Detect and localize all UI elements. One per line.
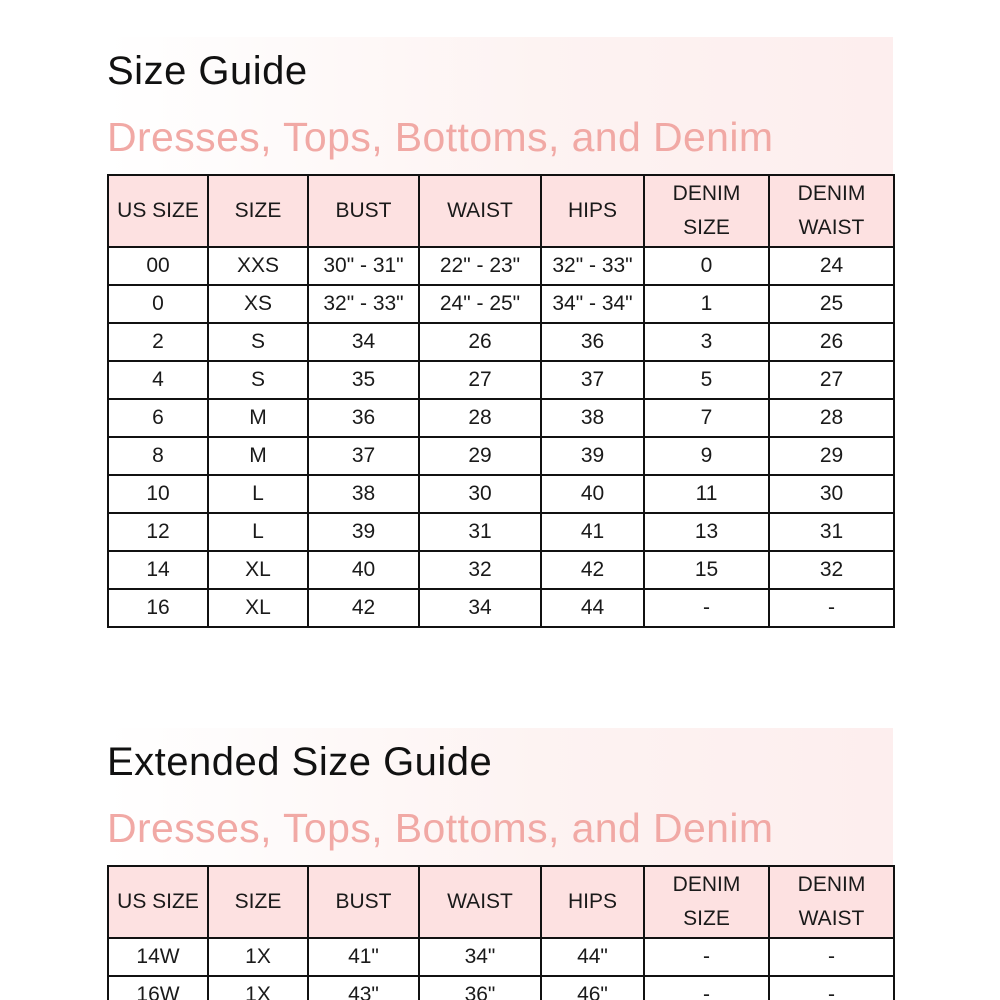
header-bust: BUST xyxy=(308,175,419,247)
cell-hips: 44 xyxy=(541,589,644,627)
table-row xyxy=(108,976,894,1000)
cell-hips: 44" xyxy=(541,938,644,976)
cell-us-size: 2 xyxy=(108,323,208,361)
cell-waist: 30 xyxy=(419,475,541,513)
table-row xyxy=(108,589,894,627)
extended-size-guide-section xyxy=(107,728,893,1000)
cell-bust: 36 xyxy=(308,399,419,437)
cell-waist: 31 xyxy=(419,513,541,551)
table-row xyxy=(108,247,894,285)
cell-size: XS xyxy=(208,285,308,323)
cell-size: S xyxy=(208,361,308,399)
cell-us-size: 8 xyxy=(108,437,208,475)
cell-us-size: 6 xyxy=(108,399,208,437)
cell-bust: 43" xyxy=(308,976,419,1000)
cell-size: XL xyxy=(208,589,308,627)
extended-guide-heading xyxy=(107,728,893,865)
size-guide-section xyxy=(107,37,893,619)
cell-bust: 42 xyxy=(308,589,419,627)
table-row xyxy=(108,399,894,437)
extended-size-table xyxy=(107,865,895,1000)
extended-size-body xyxy=(108,938,894,1000)
table-row xyxy=(108,437,894,475)
cell-denim-waist: 31 xyxy=(769,513,894,551)
cell-size: XXS xyxy=(208,247,308,285)
cell-us-size: 0 xyxy=(108,285,208,323)
cell-hips: 38 xyxy=(541,399,644,437)
header-bust: BUST xyxy=(308,866,419,938)
cell-bust: 40 xyxy=(308,551,419,589)
cell-size: L xyxy=(208,513,308,551)
cell-waist: 32 xyxy=(419,551,541,589)
header-us-size: US SIZE xyxy=(108,175,208,247)
size-guide-table xyxy=(107,174,895,628)
header-us-size: US SIZE xyxy=(108,866,208,938)
cell-denim-waist: 32 xyxy=(769,551,894,589)
size-guide-subtitle: Dresses, Tops, Bottoms, and Denim xyxy=(107,114,774,160)
table-header-row xyxy=(108,175,894,247)
cell-denim-size: 1 xyxy=(644,285,769,323)
header-waist: WAIST xyxy=(419,175,541,247)
table-row xyxy=(108,361,894,399)
cell-size: M xyxy=(208,437,308,475)
cell-denim-size: - xyxy=(644,589,769,627)
cell-size: M xyxy=(208,399,308,437)
cell-hips: 36 xyxy=(541,323,644,361)
header-size: SIZE xyxy=(208,175,308,247)
cell-denim-size: 13 xyxy=(644,513,769,551)
cell-bust: 32" - 33" xyxy=(308,285,419,323)
cell-size: 1X xyxy=(208,938,308,976)
header-hips: HIPS xyxy=(541,866,644,938)
header-size: SIZE xyxy=(208,866,308,938)
cell-denim-size: - xyxy=(644,938,769,976)
cell-denim-waist: 28 xyxy=(769,399,894,437)
cell-denim-waist: 26 xyxy=(769,323,894,361)
cell-hips: 41 xyxy=(541,513,644,551)
cell-denim-size: - xyxy=(644,976,769,1000)
cell-hips: 42 xyxy=(541,551,644,589)
cell-bust: 41" xyxy=(308,938,419,976)
cell-us-size: 16 xyxy=(108,589,208,627)
header-hips: HIPS xyxy=(541,175,644,247)
cell-us-size: 16W xyxy=(108,976,208,1000)
cell-waist: 26 xyxy=(419,323,541,361)
cell-hips: 34" - 34" xyxy=(541,285,644,323)
cell-hips: 37 xyxy=(541,361,644,399)
extended-guide-title: Extended Size Guide xyxy=(107,740,493,784)
cell-waist: 27 xyxy=(419,361,541,399)
cell-us-size: 4 xyxy=(108,361,208,399)
cell-denim-size: 3 xyxy=(644,323,769,361)
table-row xyxy=(108,323,894,361)
cell-waist: 36" xyxy=(419,976,541,1000)
cell-waist: 28 xyxy=(419,399,541,437)
table-row xyxy=(108,285,894,323)
extended-guide-subtitle: Dresses, Tops, Bottoms, and Denim xyxy=(107,805,774,851)
cell-denim-waist: - xyxy=(769,976,894,1000)
cell-denim-size: 7 xyxy=(644,399,769,437)
cell-bust: 35 xyxy=(308,361,419,399)
cell-denim-waist: 29 xyxy=(769,437,894,475)
cell-denim-waist: - xyxy=(769,938,894,976)
cell-denim-size: 0 xyxy=(644,247,769,285)
cell-hips: 39 xyxy=(541,437,644,475)
cell-denim-waist: - xyxy=(769,589,894,627)
cell-bust: 39 xyxy=(308,513,419,551)
cell-hips: 40 xyxy=(541,475,644,513)
cell-denim-size: 5 xyxy=(644,361,769,399)
table-row xyxy=(108,551,894,589)
cell-hips: 46" xyxy=(541,976,644,1000)
table-row xyxy=(108,938,894,976)
cell-size: S xyxy=(208,323,308,361)
cell-waist: 22" - 23" xyxy=(419,247,541,285)
cell-denim-size: 11 xyxy=(644,475,769,513)
cell-waist: 34 xyxy=(419,589,541,627)
cell-waist: 24" - 25" xyxy=(419,285,541,323)
cell-size: 1X xyxy=(208,976,308,1000)
size-guide-body xyxy=(108,247,894,627)
cell-bust: 34 xyxy=(308,323,419,361)
cell-denim-waist: 30 xyxy=(769,475,894,513)
header-denim-waist: DENIM WAIST xyxy=(769,866,894,938)
header-waist: WAIST xyxy=(419,866,541,938)
cell-size: XL xyxy=(208,551,308,589)
cell-waist: 34" xyxy=(419,938,541,976)
cell-us-size: 10 xyxy=(108,475,208,513)
cell-us-size: 14W xyxy=(108,938,208,976)
table-row xyxy=(108,475,894,513)
size-guide-heading xyxy=(107,37,893,174)
cell-denim-waist: 25 xyxy=(769,285,894,323)
header-denim-size: DENIM SIZE xyxy=(644,866,769,938)
cell-us-size: 12 xyxy=(108,513,208,551)
table-row xyxy=(108,513,894,551)
cell-denim-size: 15 xyxy=(644,551,769,589)
cell-denim-waist: 27 xyxy=(769,361,894,399)
header-denim-waist: DENIM WAIST xyxy=(769,175,894,247)
cell-us-size: 00 xyxy=(108,247,208,285)
cell-denim-waist: 24 xyxy=(769,247,894,285)
size-guide-title: Size Guide xyxy=(107,49,308,93)
cell-hips: 32" - 33" xyxy=(541,247,644,285)
cell-us-size: 14 xyxy=(108,551,208,589)
cell-bust: 38 xyxy=(308,475,419,513)
cell-bust: 37 xyxy=(308,437,419,475)
header-denim-size: DENIM SIZE xyxy=(644,175,769,247)
cell-waist: 29 xyxy=(419,437,541,475)
cell-denim-size: 9 xyxy=(644,437,769,475)
table-header-row xyxy=(108,866,894,938)
cell-bust: 30" - 31" xyxy=(308,247,419,285)
cell-size: L xyxy=(208,475,308,513)
